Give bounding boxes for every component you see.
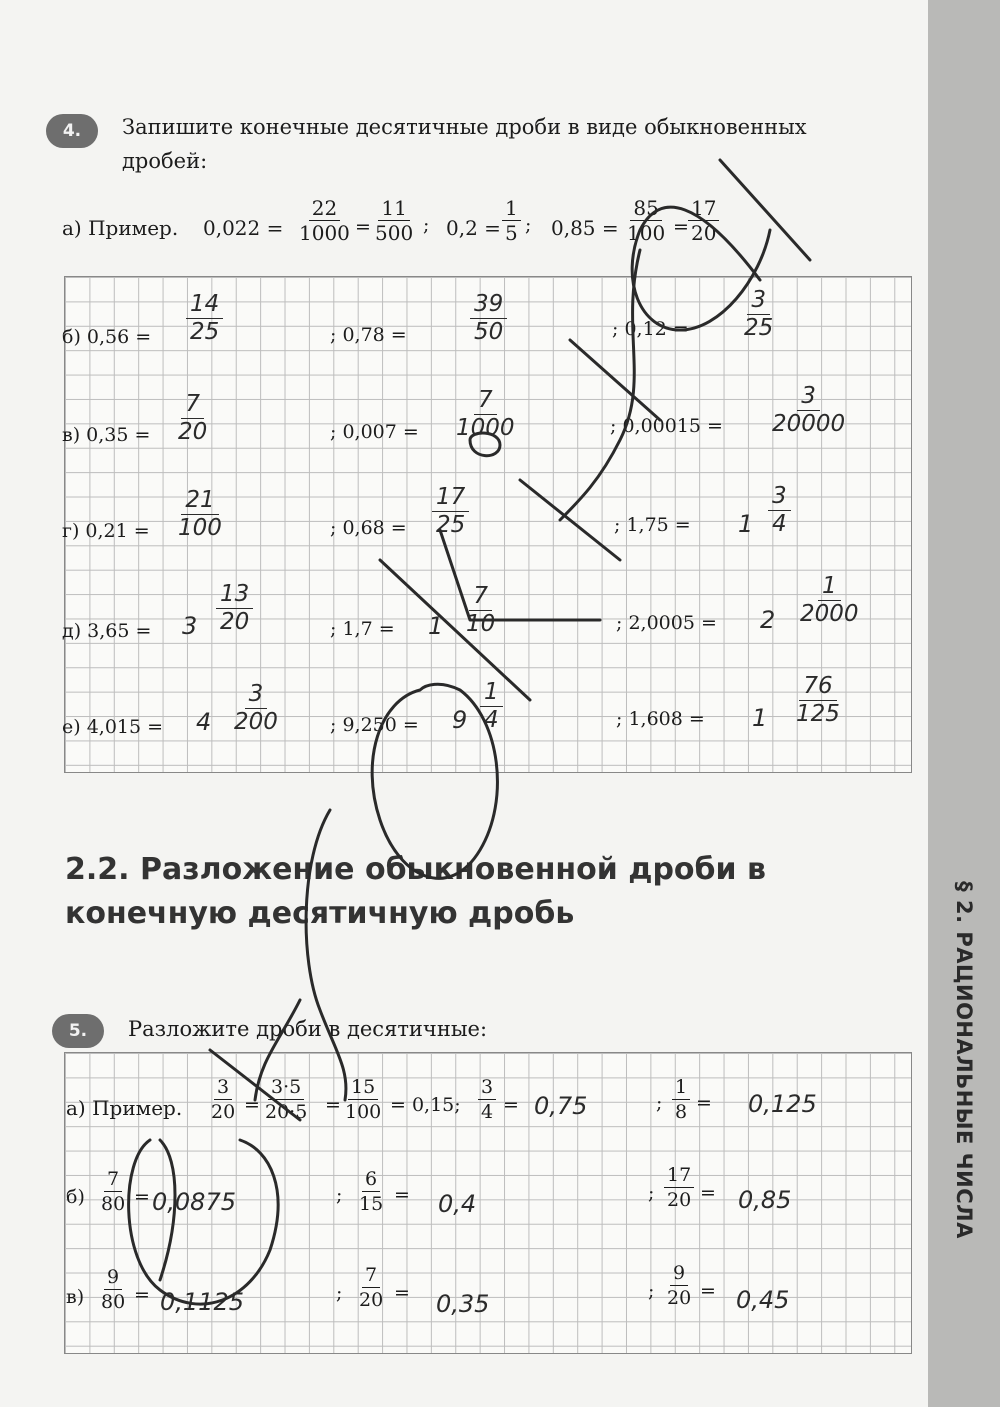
example-fraction: $\frac{11}{500}$ [375,196,414,245]
handwritten-answer: 7 1000 [456,387,515,441]
handwritten-whole-part: 9 [452,706,468,734]
handwritten-answer: 0,85 [738,1186,792,1214]
handwritten-answer: 21 100 [178,487,222,541]
equals-sign: = [325,1094,341,1116]
row-label: б) [66,1186,85,1208]
handwritten-answer: 0,0875 [152,1188,236,1216]
row-label: ; 1,7 = [330,618,395,640]
separator: ; [423,214,430,236]
row-label: ; 0,00015 = [610,415,723,437]
row-label: ; 0,78 = [330,324,407,346]
handwritten-answer: 39 50 [470,292,507,345]
row-label: в) 0,35 = [62,424,151,446]
question-fraction: $\frac{17}{20}$ [664,1164,694,1211]
row-label: в) [66,1286,85,1308]
handwritten-answer: 7 10 [466,583,496,637]
example-fraction: $\frac{1}{5}$ [502,197,521,244]
example-label: а) Пример. [66,1096,183,1120]
task4-instruction: Запишите конечные десятичные дроби в виде обыкновенных дробей: [122,115,807,173]
handwritten-answer: 0,35 [436,1290,490,1318]
handwritten-answer: 0,4 [438,1190,477,1218]
handwritten-whole-part: 1 [738,510,754,538]
handwritten-whole-part: 1 [752,704,768,732]
equals-sign: = [134,1186,150,1208]
equals-sign: = [673,216,689,238]
handwritten-answer: 13 20 [216,582,253,635]
example-decimal: 0,2 = [446,216,501,240]
row-label: ; 1,608 = [616,708,705,730]
equals-sign: = [394,1184,410,1206]
separator: ; [336,1282,343,1304]
handwritten-answer: 17 25 [432,485,469,538]
question-fraction: $\frac{1}{8}$ [672,1076,690,1123]
row-label: б) 0,56 = [62,326,152,348]
task5-number-badge: 5. [52,1014,104,1048]
handwritten-answer: 0,45 [736,1286,790,1314]
handwritten-answer: 0,1125 [160,1288,244,1316]
example-fraction: $\frac{17}{20}$ [688,197,719,244]
separator: ; [648,1182,655,1204]
section-title: 2.2. Разложение обыкновенной дроби в конечную десятичную дробь [65,852,766,931]
example-label: а) Пример. [62,216,179,240]
example-result: = 0,15; [390,1094,461,1116]
handwritten-answer: 3 25 [744,287,774,341]
question-fraction: $\frac{7}{80}$ [101,1168,126,1215]
handwritten-answer: 3 4 [768,484,791,537]
handwritten-answer: 76 125 [796,673,840,727]
handwritten-answer: 0,75 [534,1092,588,1120]
example-fraction: $\frac{15}{100}$ [345,1076,382,1123]
handwritten-whole-part: 2 [760,606,776,634]
question-fraction: $\frac{6}{15}$ [359,1168,384,1215]
chapter-title: § 2. РАЦИОНАЛЬНЫЕ ЧИСЛА [952,881,976,1239]
equals-sign: = [134,1284,150,1306]
example-fraction: $\frac{22}{1000}$ [299,196,350,245]
question-fraction: $\frac{3}{4}$ [478,1076,496,1123]
row-label: д) 3,65 = [62,620,152,642]
equals-sign: = [700,1280,716,1302]
example-fraction: $\frac{85}{100}$ [627,196,666,245]
row-label: ; 0,68 = [330,517,407,539]
equals-sign: = [503,1094,519,1116]
equals-sign: = [696,1092,712,1114]
question-fraction: $\frac{7}{20}$ [359,1264,384,1311]
row-label: е) 4,015 = [62,716,164,738]
example-fraction: $\frac{3}{20}$ [211,1076,236,1123]
handwritten-whole-part: 1 [428,612,444,640]
row-label: ; 9,250 = [330,714,419,736]
equals-sign: = [355,216,371,238]
handwritten-answer: 14 25 [186,292,223,345]
separator: ; [648,1280,655,1302]
handwritten-answer: 7 20 [178,391,208,445]
row-label: ; 0,007 = [330,421,419,443]
example-decimal: 0,85 = [551,216,619,240]
handwritten-answer: 1 2000 [800,573,859,627]
separator: ; [656,1092,663,1114]
handwritten-whole-part: 4 [196,708,212,736]
handwritten-answer: 3 200 [234,681,278,735]
handwritten-answer: 0,125 [748,1090,817,1118]
row-label: ; 1,75 = [614,514,691,536]
handwritten-whole-part: 3 [182,612,198,640]
task4-number-badge: 4. [46,114,98,148]
row-label: ; 2,0005 = [616,612,717,634]
question-fraction: $\frac{9}{20}$ [667,1262,692,1309]
equals-sign: = [244,1094,260,1116]
example-fraction: $\frac{3\cdot 5}{20\cdot 5}$ [265,1076,308,1123]
equals-sign: = [394,1282,410,1304]
question-fraction: $\frac{9}{80}$ [101,1266,126,1313]
handwritten-answer: 3 20000 [772,383,846,437]
separator: ; [336,1184,343,1206]
row-label: г) 0,21 = [62,520,150,542]
separator: ; [525,214,532,236]
equals-sign: = [700,1182,716,1204]
row-label: ; 0,12 = [612,318,689,340]
handwritten-answer: 1 4 [480,680,503,733]
task5-instruction: Разложите дроби в десятичные: [128,1017,488,1041]
example-decimal: 0,022 = [203,216,284,240]
